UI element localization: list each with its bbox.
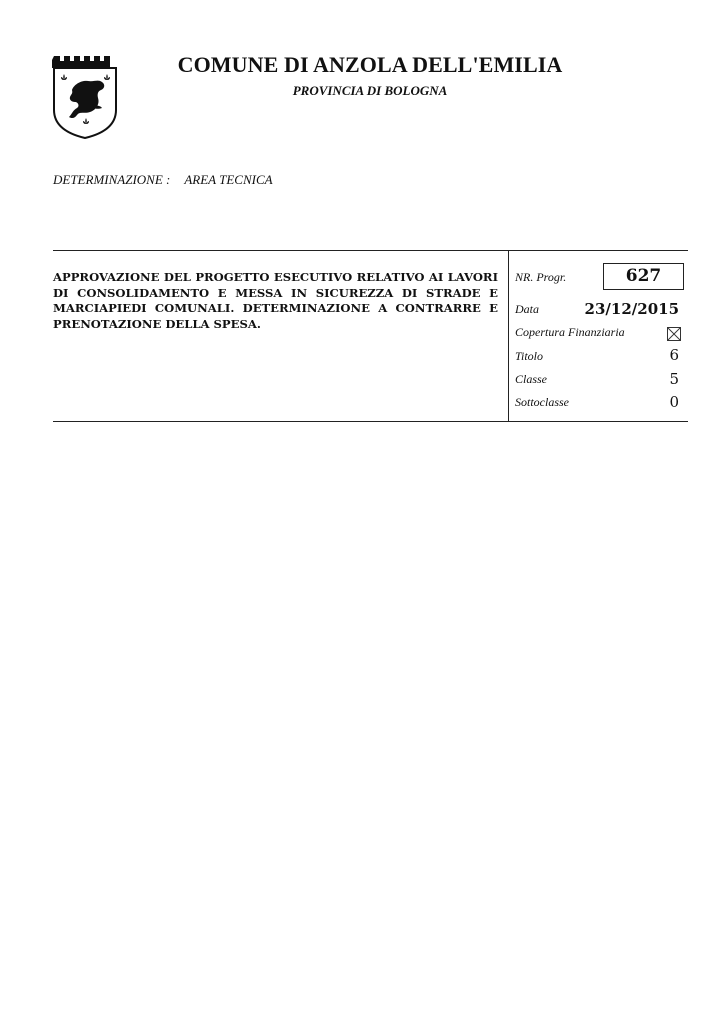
municipality-title: COMUNE DI ANZOLA DELL'EMILIA (177, 52, 563, 77)
determination-subject: APPROVAZIONE DEL PROGETTO ESECUTIVO RELATIVO AI LAVORI DI CONSOLIDAMENTO E MESSA IN SICUREZZA DI STRADE E MARCIAPIEDI COMUNALI. DETERMINAZIONE A CONTRARRE E PRENOTAZIONE DELLA SPESA. (53, 270, 498, 331)
copertura-label: Copertura Finanziaria (515, 325, 625, 339)
classe-label: Classe (515, 372, 548, 386)
titolo-label: Titolo (515, 349, 544, 363)
determination-area: AREA TECNICA (184, 172, 273, 187)
top-divider (53, 250, 688, 251)
province-subtitle: PROVINCIA DI BOLOGNA (292, 83, 448, 98)
checked-box-icon (667, 327, 681, 341)
determination-label: DETERMINAZIONE : (53, 172, 171, 187)
nr-progr-label: NR. Progr. (515, 270, 567, 284)
data-label: Data (515, 302, 539, 316)
bottom-divider (53, 421, 688, 422)
data-value: 23/12/2015 (584, 300, 679, 318)
titolo-value: 6 (669, 346, 679, 364)
classe-value: 5 (669, 370, 679, 388)
sottoclasse-value: 0 (669, 393, 679, 411)
nr-progr-value: 627 (603, 263, 684, 290)
determination-line (53, 172, 273, 188)
sottoclasse-label: Sottoclasse (515, 395, 569, 409)
column-divider (508, 251, 509, 421)
coat-of-arms-icon (52, 52, 120, 140)
